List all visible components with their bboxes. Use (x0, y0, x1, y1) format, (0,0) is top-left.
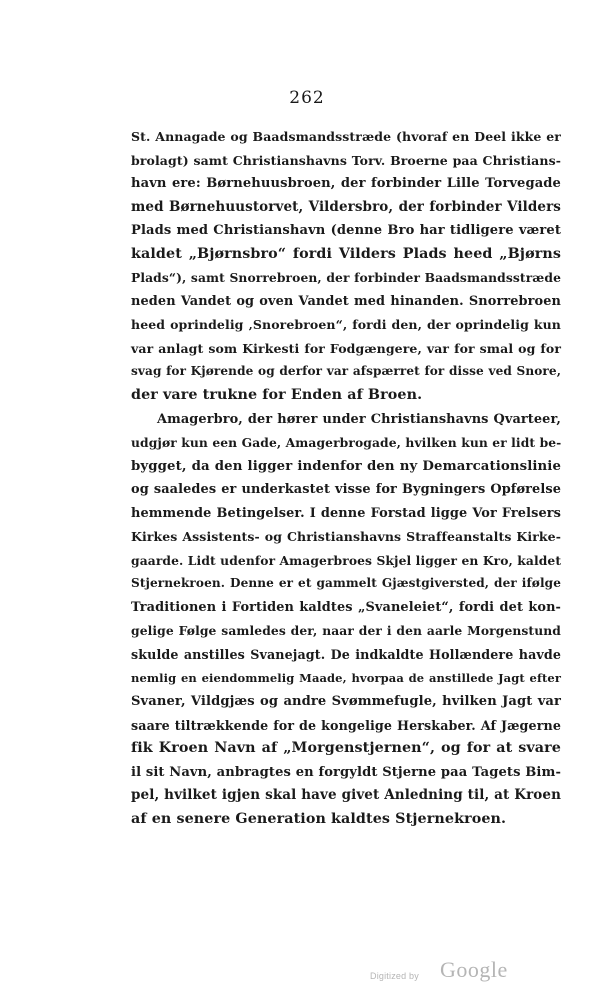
text-line: Traditionen i Fortiden kaldtes „Svaneleiet“, fordi det kon- (131, 599, 561, 615)
text-line: svag for Kjørende og derfor var afspærret for disse ved Snore, (131, 364, 561, 379)
text-line: havn ere: Børnehuusbroen, der forbinder Lille Torvegade (131, 176, 561, 192)
page-number: 262 (289, 88, 325, 108)
text-line: heed oprindelig ‚Snorebroen“, fordi den, der oprindelig kun (131, 317, 561, 333)
watermark-prefix: Digitized by (370, 971, 419, 981)
text-line: Plads“), samt Snorrebroen, der forbinder Baadsmandsstræde (131, 270, 561, 286)
text-line: Amagerbro, der hører under Christianshavns Qvarteer, (157, 411, 561, 427)
text-line: St. Annagade og Baadsmandsstræde (hvoraf en Deel ikke er (131, 129, 561, 144)
text-line: hemmende Betingelser. I denne Forstad ligge Vor Frelsers (131, 505, 561, 521)
text-line: Kirkes Assistents- og Christianshavns Straffeanstalts Kirke- (131, 529, 561, 545)
text-line: nemlig en eiendommelig Maade, hvorpaa de anstillede Jagt efter (131, 670, 561, 685)
text-line: Plads med Christianshavn (denne Bro har tidligere været (131, 223, 561, 239)
text-line: udgjør kun een Gade, Amagerbrogade, hvilken kun er lidt be- (131, 435, 562, 451)
google-logo: Google (440, 957, 508, 982)
text-line: Svaner, Vildgjæs og andre Svømmefugle, hvilken Jagt var (131, 694, 561, 710)
text-line: kaldet „Bjørnsbro“ fordi Vilders Plads heed „Bjørns (131, 245, 561, 262)
text-line: fik Kroen Navn af „Morgenstjernen“, og for at svare (131, 740, 561, 757)
text-line: og saaledes er underkastet visse for Bygningers Opførelse (131, 482, 561, 498)
text-line: med Børnehuustorvet, Vildersbro, der forbinder Vilders (131, 198, 561, 215)
text-line: il sit Navn, anbragtes en forgyldt Stjerne paa Tagets Bim- (131, 764, 561, 780)
text-line: neden Vandet og oven Vandet med hinanden. Snorrebroen (131, 293, 561, 309)
text-line: gaarde. Lidt udenfor Amagerbroes Skjel ligger en Kro, kaldet (131, 552, 562, 568)
text-line: pel, hvilket igjen skal have givet Anledning til, at Kroen (131, 787, 561, 804)
text-line: saare tiltrækkende for de kongelige Herskaber. Af Jægerne (131, 717, 561, 733)
body-text (131, 125, 561, 831)
text-line: gelige Følge samledes der, naar der i den aarle Morgenstund (131, 623, 561, 639)
digitized-watermark (370, 957, 530, 987)
text-line: af en senere Generation kaldtes Stjernekroen. (131, 810, 507, 827)
text-line: bygget, da den ligger indenfor den ny Demarcationslinie (131, 458, 561, 474)
text-line: Stjernekroen. Denne er et gammelt Gjæstgiversted, der ifølge (131, 576, 561, 591)
text-line: brolagt) samt Christianshavns Torv. Broerne paa Christians- (131, 152, 561, 168)
text-line: var anlagt som Kirkesti for Fodgængere, var for smal og for (131, 340, 561, 356)
text-line: der vare trukne for Enden af Broen. (131, 387, 423, 404)
text-line: skulde anstilles Svanejagt. De indkaldte Hollændere havde (131, 647, 561, 663)
